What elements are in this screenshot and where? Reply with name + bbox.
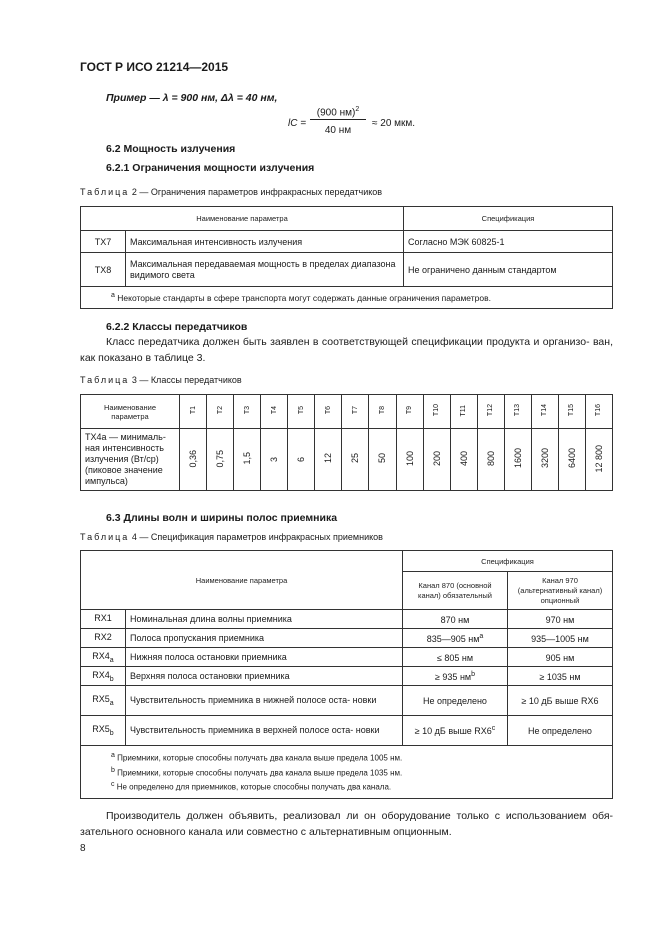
table4-name: Номинальная длина волны приемника — [126, 610, 403, 629]
table4-c870 — [403, 667, 508, 686]
formula-num-text: (900 нм) — [316, 107, 356, 119]
table4-c970-text: 905 нм — [545, 652, 575, 663]
table4-c870 — [403, 629, 508, 648]
table4-name: Нижняя полоса остановки приемника — [126, 648, 403, 667]
table4-c970-text: 935—1005 нм — [531, 633, 589, 644]
table4-caption-text: 4 — Спецификация параметров инфракрасных приемников — [131, 532, 383, 542]
table3-class-text: T1 — [189, 406, 197, 415]
table3-row-label: TX4a — минималь- ная интенсивность излучения (Вт/ср) (пиковое значение импульса) — [81, 429, 180, 491]
formula-rhs: ≈ 20 мкм. — [372, 118, 416, 129]
table4-c970-text: ≥ 10 дБ выше RX6 — [521, 696, 599, 706]
table4-note — [111, 779, 604, 794]
table4-name: Чувствительность приемника в нижней полосе оста- новки — [126, 686, 403, 716]
table4-c970 — [508, 716, 613, 746]
table2-header-param: Наименование параметра — [81, 207, 404, 231]
table4-code — [81, 667, 126, 686]
table4-name: Чувствительность приемника в верхней полосе оста- новки — [126, 716, 403, 746]
table4-note-text: Приемники, которые способны получать два канала выше предела 1005 нм. — [117, 753, 403, 763]
table4-code-text: RX5 — [92, 724, 110, 735]
table3-value: 800 — [485, 450, 496, 467]
table4-note-mark: c — [111, 781, 115, 789]
table3-value: 3 — [269, 457, 280, 463]
formula-numerator — [310, 106, 366, 120]
table3-header-label: Наименование параметра — [81, 395, 180, 429]
table3-value: 50 — [377, 453, 388, 464]
table4-c970-text: Не определено — [528, 726, 592, 736]
table-row — [81, 429, 613, 491]
table3-class-text: T6 — [324, 406, 332, 415]
table3-value: 6400 — [566, 448, 577, 469]
table3 — [80, 394, 613, 491]
table3-class-text: T15 — [568, 404, 576, 417]
table4-c870-text: ≤ 805 нм — [436, 652, 474, 663]
table4-c870-text: ≥ 10 дБ выше RX6 — [414, 726, 492, 736]
table4-c870-sup: a — [479, 632, 484, 640]
table3-class-text: T9 — [406, 406, 414, 415]
table3-class-text: T7 — [351, 406, 359, 415]
table3-class — [585, 395, 612, 429]
table3-class — [288, 395, 315, 429]
table3-class — [180, 395, 207, 429]
table3-class — [315, 395, 342, 429]
table4-c870 — [403, 686, 508, 716]
table4-code-sub: b — [109, 675, 114, 683]
table3-class-text: T11 — [460, 404, 468, 417]
table4-c870 — [403, 648, 508, 667]
table3-value: 12 800 — [593, 444, 604, 473]
table2-caption-prefix: Таблица — [80, 187, 130, 197]
table4-code-text: RX2 — [94, 631, 112, 642]
table3-value: 100 — [404, 450, 415, 467]
table2-spec: Согласно МЭК 60825-1 — [404, 231, 613, 253]
table-row — [81, 667, 613, 686]
table4-c870-sup: b — [471, 670, 476, 678]
paragraph-2: Производитель должен объявить, реализовал ли он оборудование только с использованием обя- зательного основного канала или совместно с альтернативным опционным. — [80, 810, 613, 838]
page-number: 8 — [80, 843, 86, 854]
table4-code-sub: a — [109, 699, 114, 707]
table4-caption — [80, 532, 383, 542]
table2-spec: Не ограничено данным стандартом — [404, 253, 613, 287]
table3-value: 1600 — [512, 448, 523, 469]
table3-class-text: T2 — [216, 406, 224, 415]
table4-c970 — [508, 648, 613, 667]
table4-code — [81, 648, 126, 667]
table3-value: 0,36 — [188, 449, 199, 468]
table4-c870-text: 870 нм — [440, 614, 470, 625]
table-row — [81, 610, 613, 629]
table3-class — [477, 395, 504, 429]
table3-class-text: T3 — [243, 406, 251, 415]
table3-value: 25 — [350, 453, 361, 464]
table3-class-text: T12 — [487, 404, 495, 417]
table3-class — [369, 395, 396, 429]
table3-class-text: T13 — [514, 404, 522, 417]
table4-code-text: RX5 — [92, 694, 110, 705]
table3-class — [234, 395, 261, 429]
table2-name: Максимальная передаваемая мощность в пределах диапазона видимого света — [126, 253, 404, 287]
table3-value: 6 — [296, 457, 307, 463]
table3-class-text: T14 — [541, 404, 549, 417]
table3-value: 3200 — [539, 448, 550, 469]
table4-name: Полоса пропускания приемника — [126, 629, 403, 648]
table3-caption-prefix: Таблица — [80, 375, 130, 385]
table4-c870 — [403, 610, 508, 629]
section-6-3: 6.3 Длины волн и ширины полос приемника — [106, 512, 338, 524]
table3-class-text: T10 — [433, 404, 441, 417]
formula-lhs: lС = — [288, 118, 307, 129]
table2-code: TX7 — [81, 231, 126, 253]
section-6-2-1: 6.2.1 Ограничения мощности излучения — [106, 162, 315, 174]
table3-value: 1,5 — [242, 452, 253, 465]
table4-note-text: Приемники, которые способны получать два канала выше предела 1035 нм. — [117, 768, 403, 778]
table4-header-ch970: Канал 970 (альтернативный канал) опционный — [508, 572, 613, 610]
table4-code-sub: b — [109, 729, 114, 737]
table4-note — [111, 750, 604, 765]
table3-value: 200 — [431, 450, 442, 467]
table4-c970 — [508, 610, 613, 629]
table-row — [81, 231, 613, 253]
table-row — [81, 253, 613, 287]
table3-value: 0,75 — [215, 449, 226, 468]
table3-class — [423, 395, 450, 429]
section-6-2: 6.2 Мощность излучения — [106, 143, 236, 155]
table3-caption-text: 3 — Классы передатчиков — [131, 375, 242, 385]
table4-code — [81, 716, 126, 746]
table4-caption-prefix: Таблица — [80, 532, 130, 542]
table4-notes — [81, 746, 613, 799]
table4-header-ch870: Канал 870 (основной канал) обязательный — [403, 572, 508, 610]
table4-note-mark: a — [111, 752, 115, 759]
table4 — [80, 550, 613, 799]
table2-note — [81, 287, 613, 309]
table2 — [80, 206, 613, 309]
table3-class — [396, 395, 423, 429]
table2-note-mark: a — [111, 292, 115, 300]
table4-code-text: RX4 — [92, 669, 110, 680]
table2-header-spec: Спецификация — [404, 207, 613, 231]
table3-class — [558, 395, 585, 429]
table4-c970-text: 970 нм — [545, 614, 575, 625]
table4-code — [81, 629, 126, 648]
table-row — [81, 648, 613, 667]
table4-c870-text: ≥ 935 нм — [434, 671, 472, 682]
table4-code — [81, 610, 126, 629]
table3-class — [450, 395, 477, 429]
formula-denominator: 40 нм — [324, 125, 352, 136]
table2-caption-text: 2 — Ограничения параметров инфракрасных передатчиков — [131, 187, 383, 197]
formula-num-exp: 2 — [355, 106, 360, 113]
table4-code-text: RX1 — [94, 612, 112, 623]
table3-class — [342, 395, 369, 429]
table2-code: TX8 — [81, 253, 126, 287]
table4-c870-sup: c — [491, 725, 496, 732]
table2-name: Максимальная интенсивность излучения — [126, 231, 404, 253]
paragraph-1: Класс передатчика должен быть заявлен в соответствующей спецификации продукта и организо- ван, как показано в таблице 3. — [80, 336, 613, 364]
table4-note — [111, 765, 604, 780]
table2-caption — [80, 187, 382, 197]
table3-value: 12 — [323, 453, 334, 464]
table4-code-text: RX4 — [92, 650, 110, 661]
table3-class — [531, 395, 558, 429]
table4-code-sub: a — [109, 656, 114, 664]
table3-class-text: T8 — [378, 406, 386, 415]
table4-name: Верхняя полоса остановки приемника — [126, 667, 403, 686]
table4-c870 — [403, 716, 508, 746]
table3-class — [207, 395, 234, 429]
table4-note-text: Не определено для приемников, которые способны получать два канала. — [116, 782, 392, 792]
table4-c870-text: 835—905 нм — [426, 633, 480, 644]
table4-c870-text: Не определено — [423, 696, 487, 706]
table4-c970-text: ≥ 1035 нм — [539, 671, 581, 682]
table4-c970 — [508, 667, 613, 686]
table3-class-text: T5 — [297, 406, 305, 415]
table-row — [81, 686, 613, 716]
table-row — [81, 716, 613, 746]
table3-caption — [80, 375, 242, 385]
table3-class-text: T16 — [595, 404, 603, 417]
example-text: Пример — λ = 900 нм, Δλ = 40 нм, — [106, 92, 278, 104]
table3-value: 400 — [458, 450, 469, 467]
table4-c970 — [508, 686, 613, 716]
table3-class-text: T4 — [270, 406, 278, 415]
table3-class — [504, 395, 531, 429]
table4-header-spec: Спецификация — [403, 551, 613, 572]
table4-c970 — [508, 629, 613, 648]
table2-note-text: Некоторые стандарты в сфере транспорта могут содержать данные ограничения параметров. — [117, 292, 491, 303]
table4-header-param: Наименование параметра — [81, 551, 403, 610]
table4-note-mark: b — [111, 766, 115, 774]
table-row — [81, 629, 613, 648]
formula — [288, 106, 488, 140]
table3-class — [261, 395, 288, 429]
section-6-2-2: 6.2.2 Классы передатчиков — [106, 321, 248, 333]
table4-code — [81, 686, 126, 716]
page-header: ГОСТ Р ИСО 21214—2015 — [80, 60, 229, 74]
